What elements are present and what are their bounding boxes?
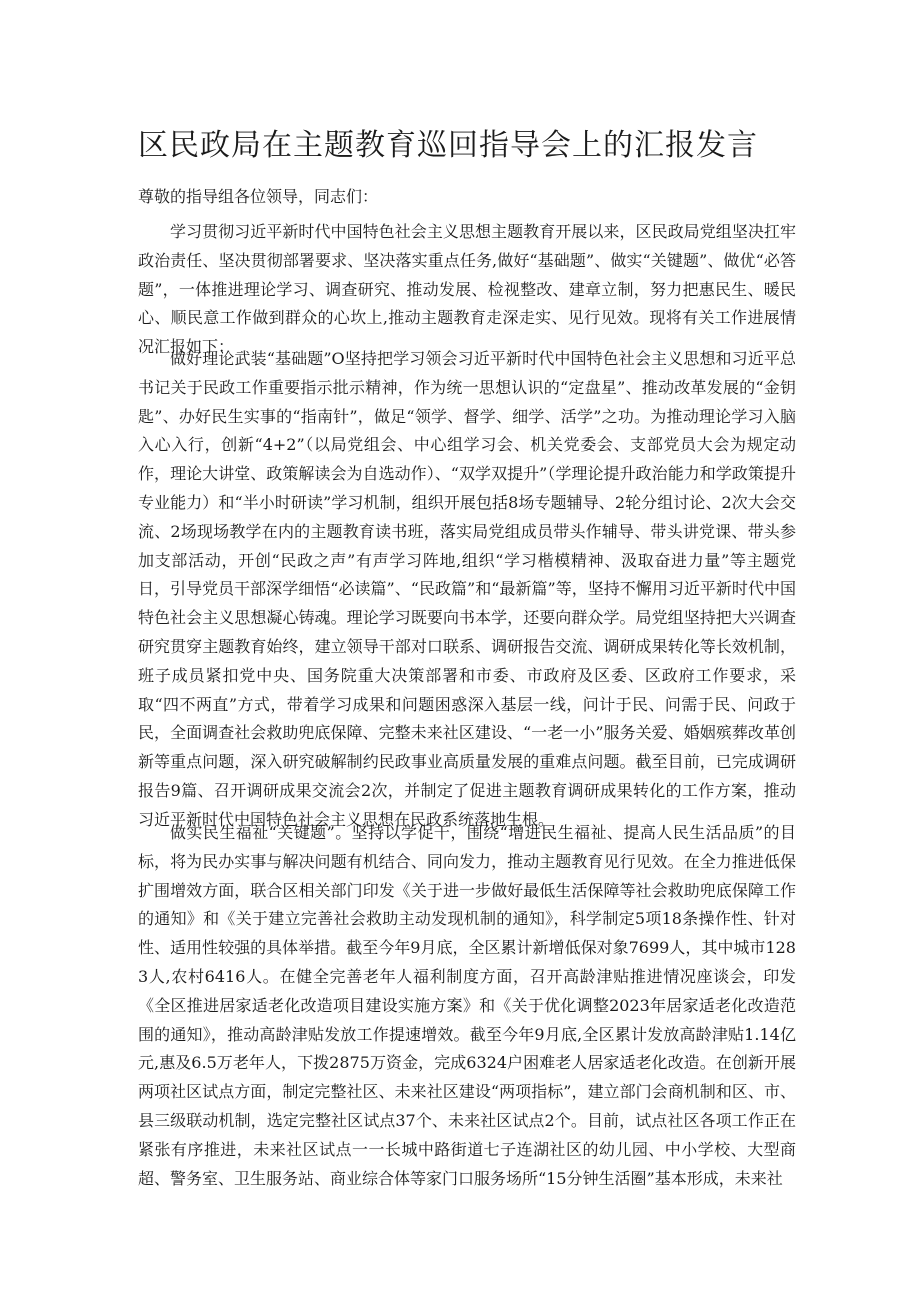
salutation: 尊敬的指导组各位领导，同志们： — [138, 187, 379, 206]
livelihood-paragraph: 做实民生福祉“关键题”。坚持以学促干，围绕“增进民生福祉、提高人民生活品质”的目标，将为民办实事与解决问题有机结合、同向发力，推动主题教育见行见效。在全力推进低保扩围增效方面，联合区相关部门印发《关于进一步做好最低生活保障等社会救助兜底保障工作的通知》和《关于建立完善社会救助主动发现机制的通知》，科学制定5项18条操作性、针对性、适用性较强的具体举措。截至今年9月底，全区累计新增低保对象7699人，其中城市1283人,农村6416人。在健全完善老年人福利制度方面，召开高龄津贴推进情况座谈会，印发《全区推进居家适老化改造项目建设实施方案》和《关于优化调整2023年居家适老化改造范围的通知》，推动高龄津贴发放工作提速增效。截至今年9月底,全区累计发放高龄津贴1.14亿元,惠及6.5万老年人，下拨2875万资金，完成6324户困难老人居家适老化改造。在创新开展两项社区试点方面，制定完整社区、未来社区建设“两项指标”，建立部门会商机制和区、市、县三级联动机制，选定完整社区试点37个、未来社区试点2个。目前，试点社区各项工作正在紧张有序推进，未来社区试点一一长城中路街道七子连湖社区的幼儿园、中小学校、大型商超、警务室、卫生服务站、商业综合体等家门口服务场所“15分钟生活圈”基本形成，未来社 — [138, 823, 796, 1188]
document-title: 区民政局在主题教育巡回指导会上的汇报发言 — [138, 128, 758, 163]
intro-paragraph: 学习贯彻习近平新时代中国特色社会主义思想主题教育开展以来，区民政局党组坚决扛牢政治责任、坚决贯彻部署要求、坚决落实重点任务,做好“基础题”、做实“关键题”、做优“必答题”，一体推进理论学习、调查研究、推动发展、检视整改、建章立制，努力把惠民生、暖民心、顺民意工作做到群众的心坎上,推动主题教育走深走实、见行见效。现将有关工作进展情况汇报如下： — [138, 222, 796, 357]
theory-study-paragraph: 做好理论武装“基础题”O坚持把学习领会习近平新时代中国特色社会主义思想和习近平总书记关于民政工作重要指示批示精神，作为统一思想认识的“定盘星”、推动改革发展的“金钥匙”、办好民生实事的“指南针”，做足“领学、督学、细学、活学”之功。为推动理论学习入脑入心入行，创新“4+2”（以局党组会、中心组学习会、机关党委会、支部党员大会为规定动作，理论大讲堂、政策解读会为自选动作）、“双学双提升”（学理论提升政治能力和学政策提升专业能力）和“半小时研读”学习机制，组织开展包括8场专题辅导、2轮分组讨论、2次大会交流、2场现场教学在内的主题教育读书班，落实局党组成员带头作辅导、带头讲党课、带头参加支部活动，开创“民政之声”有声学习阵地,组织“学习楷模精神、汲取奋进力量”等主题党日，引导党员干部深学细悟“必读篇”、“民政篇”和“最新篇”等，坚持不懈用习近平新时代中国特色社会主义思想凝心铸魂。理论学习既要向书本学，还要向群众学。局党组坚持把大兴调查研究贯穿主题教育始终，建立领导干部对口联系、调研报告交流、调研成果转化等长效机制，班子成员紧扣党中央、国务院重大决策部署和市委、市政府及区委、区政府工作要求，采取“四不两直”方式，带着学习成果和问题困惑深入基层一线，问计于民、问需于民、问政于民，全面调查社会救助兜底保障、完整未来社区建设、“一老一小”服务关爱、婚姻殡葬改革创新等重点问题，深入研究破解制约民政事业高质量发展的重难点问题。截至目前，已完成调研报告9篇、召开调研成果交流会2次，并制定了促进主题教育调研成果转化的工作方案，推动习近平新时代中国特色社会主义思想在民政系统落地生根。 — [138, 349, 796, 829]
